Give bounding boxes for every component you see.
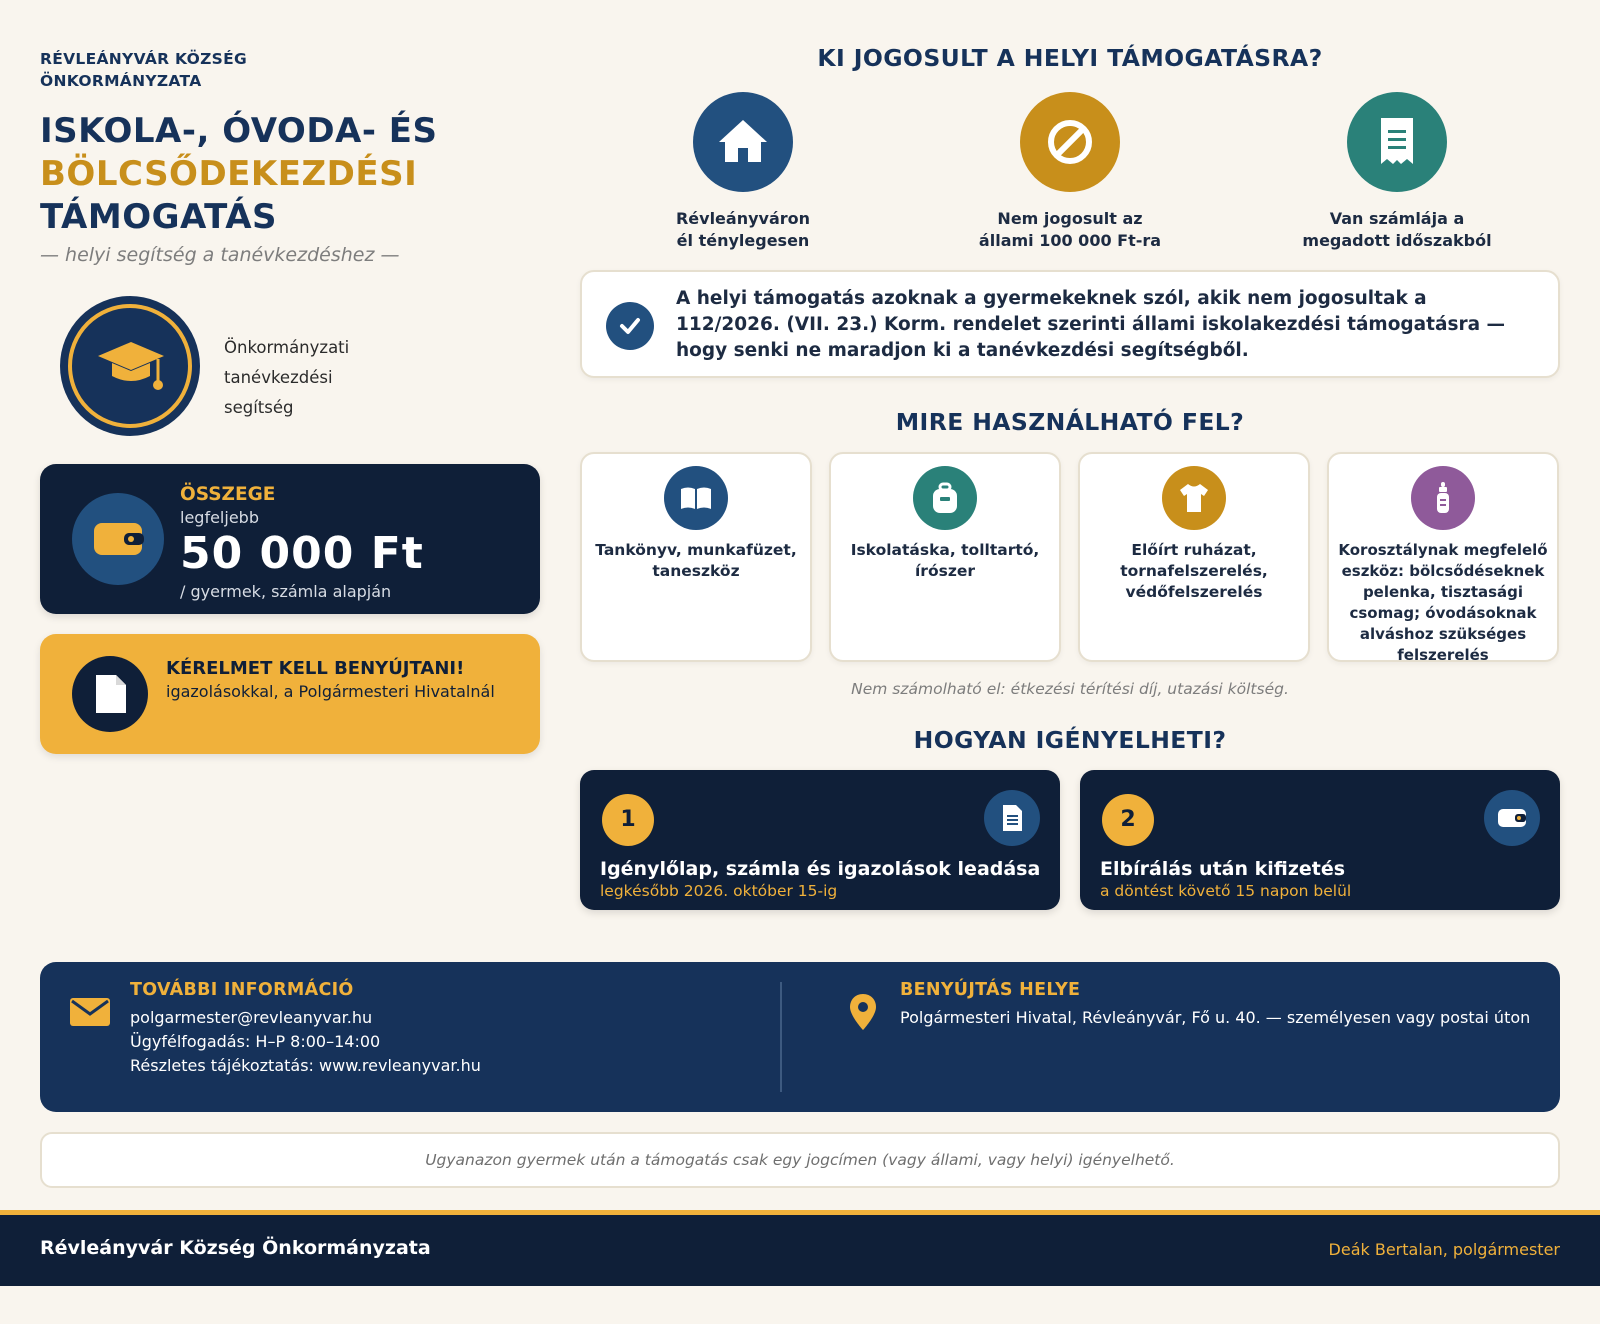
info-bar (40, 962, 1560, 1112)
document-icon (96, 675, 126, 713)
info-divider (780, 982, 782, 1092)
eligibility-note: A helyi támogatás azoknak a gyermekeknek szól, akik nem jogosultak a 112/2026. (VII. 23.) Korm. rendelet szerinti állami iskolakezdési támogatásra — hogy senki ne maradjon ki a tanévkezdési segítségből. (676, 288, 1506, 361)
step-number: 2 (1102, 794, 1154, 846)
step-card (580, 770, 1060, 910)
eligibility-text: állami 100 000 Ft-ra (978, 231, 1162, 250)
eligibility-text: él ténylegesen (676, 231, 810, 250)
footer-org: Révleányvár Község Önkormányzata (40, 1237, 431, 1259)
amount-qualifier: legfeljebb (180, 508, 259, 527)
place-title: BENYÚJTÁS HELYE (900, 980, 1081, 1000)
eligibility-item (940, 92, 1200, 252)
info-title: TOVÁBBI INFORMÁCIÓ (130, 980, 354, 1000)
amount-per: / gyermek, számla alapján (180, 582, 392, 601)
eligibility-text: Révleányváron (675, 209, 811, 228)
badge-caption (224, 333, 349, 423)
eligibility-text: megadott időszakból (1302, 231, 1492, 250)
disclaimer: Ugyanazon gyermek után a támogatás csak egy jogcímen (vagy állami, vagy helyi) igényelhető. (40, 1132, 1560, 1188)
title-line-2: BÖLCSŐDEKEZDÉSI (40, 154, 418, 194)
usage-text: Korosztálynak megfelelő eszköz: bölcsődéseknek pelenka, tisztasági csomag; óvodásoknak alváshoz szükséges felszerelés (1338, 541, 1548, 664)
organization-name: RÉVLEÁNYVÁR KÖZSÉG ÖNKORMÁNYZATA (40, 50, 248, 90)
email-link[interactable]: polgarmester@revleanyvar.hu (130, 1008, 373, 1027)
usage-text: Iskolatáska, tolltartó, írószer (850, 541, 1040, 580)
eligibility-text: Van számlája a (1329, 209, 1465, 228)
step-heading: Igénylőlap, számla és igazolások leadása (600, 858, 1041, 880)
step-heading: Elbírálás után kifizetés (1100, 858, 1346, 880)
apply-card (40, 634, 540, 754)
step-card (1080, 770, 1560, 910)
eligibility-note-card (580, 270, 1560, 378)
eligibility-title: KI JOGOSULT A HELYI TÁMOGATÁSRA? (817, 44, 1323, 72)
step-deadline: a döntést követő 15 napon belül (1100, 882, 1352, 900)
envelope-icon (70, 998, 110, 1026)
document-icon (998, 804, 1026, 832)
badge (60, 296, 200, 436)
tshirt-icon (1178, 482, 1210, 514)
title-line-3: TÁMOGATÁS (40, 197, 278, 237)
baby-bottle-icon (1427, 482, 1459, 514)
website-link[interactable]: Részletes tájékoztatás: www.revleanyvar.hu (130, 1056, 481, 1075)
eligibility-item (613, 92, 873, 252)
usage-text: Tankönyv, munkafüzet, taneszköz (595, 541, 797, 580)
apply-heading: KÉRELMET KELL BENYÚJTANI! (166, 658, 465, 679)
amount-label: ÖSSZEGE (180, 484, 276, 505)
house-icon (719, 118, 767, 166)
footer (0, 1210, 1600, 1286)
usage-text: Előírt ruházat, tornafelszerelés, védőfelszerelés (1120, 541, 1268, 601)
eligibility-item (1267, 92, 1527, 252)
eligibility-text: Nem jogosult az (997, 209, 1143, 228)
office-hours: Ügyfélfogadás: H–P 8:00–14:00 (130, 1032, 381, 1051)
title-line-1: ISKOLA-, ÓVODA- ÉS (40, 111, 438, 151)
step-deadline: legkésőbb 2026. október 15-ig (600, 882, 838, 900)
page-subtitle: — helyi segítség a tanévkezdéshez — (40, 244, 400, 266)
usage-title: MIRE HASZNÁLHATÓ FEL? (895, 408, 1245, 436)
wallet-icon (94, 521, 144, 557)
exclusion-note: Nem számolható el: étkezési térítési díj, utazási költség. (851, 680, 1289, 698)
howto-title: HOGYAN IGÉNYELHETI? (913, 726, 1227, 754)
prohibited-icon (1046, 118, 1094, 166)
apply-sub: igazolásokkal, a Polgármesteri Hivatalnál (166, 682, 495, 701)
amount-value: 50 000 Ft (180, 528, 424, 579)
wallet-icon (1498, 804, 1526, 832)
backpack-icon (929, 482, 961, 514)
badge-caption-line: Önkormányzati (224, 338, 350, 357)
step-number: 1 (602, 794, 654, 846)
page-title (40, 110, 520, 239)
usage-card (1327, 452, 1559, 662)
location-pin-icon (850, 994, 876, 1030)
receipt-icon (1373, 118, 1421, 166)
footer-signer: Deák Bertalan, polgármester (1328, 1240, 1560, 1259)
badge-caption-line: segítség (224, 398, 294, 417)
book-icon (680, 482, 712, 514)
badge-caption-line: tanévkezdési (224, 368, 333, 387)
graduation-cap-icon (96, 338, 166, 394)
usage-card (580, 452, 812, 662)
amount-card (40, 464, 540, 614)
check-icon (619, 316, 641, 336)
usage-card (1078, 452, 1310, 662)
submission-address: Polgármesteri Hivatal, Révleányvár, Fő u. 40. — személyesen vagy postai úton (900, 1008, 1531, 1027)
usage-card (829, 452, 1061, 662)
